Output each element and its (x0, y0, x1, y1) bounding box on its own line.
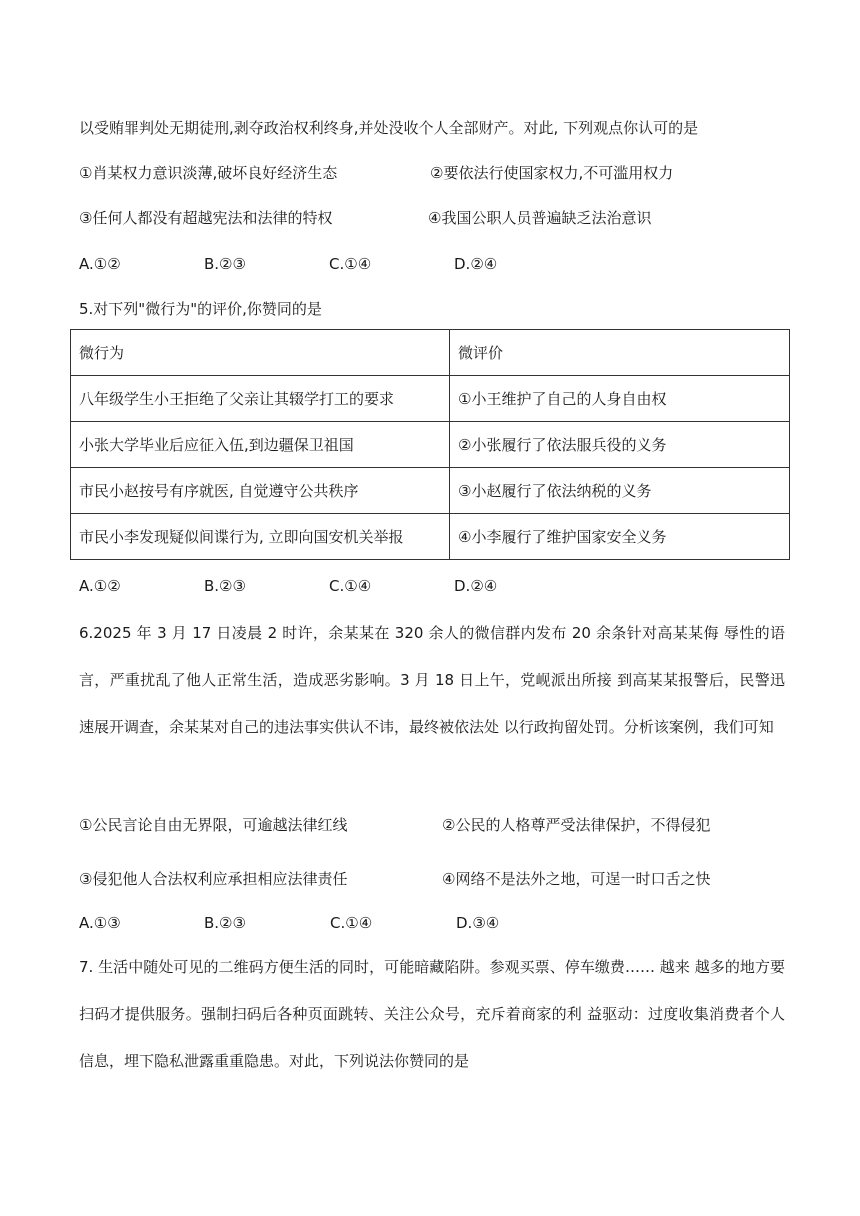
table-row (71, 422, 790, 468)
q5-choice-b[interactable]: B.②③ (204, 577, 246, 595)
table-header-row (71, 330, 790, 376)
q5-choice-a[interactable]: A.①② (79, 577, 121, 595)
q5-choice-c[interactable]: C.①④ (329, 577, 372, 595)
table-row (71, 514, 790, 560)
q6-item-4: ④网络不是法外之地，可逞一时口舌之快 (442, 870, 711, 888)
q7-stem: 7. 生活中随处可见的二维码方便生活的同时，可能暗藏陷阱。参观买票、停车缴费…… 越来 越多的地方要扫码才提供服务。强制扫码后各种页面跳转、关注公众号，充斥着商家的利 益驱动：过度收集消费者个人信息，埋下隐私泄露重重隐患。对此，下列说法你赞同的是 (79, 958, 785, 1070)
q4-stem: 以受贿罪判处无期徒刑,剥夺政治权利终身,并处没收个人全部财产。对此, 下列观点你认可的是 (79, 119, 699, 137)
table-row (71, 376, 790, 422)
q6-choice-d[interactable]: D.③④ (456, 914, 500, 932)
q4-choice-b[interactable]: B.②③ (204, 255, 246, 273)
q5-choice-d[interactable]: D.②④ (454, 577, 498, 595)
table-cell: 小张大学毕业后应征入伍,到边疆保卫祖国 (71, 422, 450, 468)
q6-choice-b[interactable]: B.②③ (204, 914, 246, 932)
q4-choice-c[interactable]: C.①④ (329, 255, 372, 273)
q4-item-2: ②要依法行使国家权力,不可滥用权力 (430, 164, 674, 182)
table-header-cell: 微行为 (71, 330, 450, 376)
table-cell: 八年级学生小王拒绝了父亲让其辍学打工的要求 (71, 376, 450, 422)
q6-item-3: ③侵犯他人合法权利应承担相应法律责任 (79, 870, 348, 888)
q6-choice-c[interactable]: C.①④ (330, 914, 373, 932)
q6-stem: 6.2025 年 3 月 17 日凌晨 2 时许，余某某在 320 余人的微信群内发布 20 余条针对高某某侮 辱性的语言，严重扰乱了他人正常生活，造成恶劣影响。3 月 18 日上午，党岘派出所接 到高某某报警后，民警迅速展开调查，余某某对自己的违法事实供认不讳，最终被依法处 以行政拘留处罚。分析该案例，我们可知 (79, 624, 785, 736)
q4-choice-a[interactable]: A.①② (79, 255, 121, 273)
q5-table (70, 329, 790, 560)
table-row (71, 468, 790, 514)
table-header-cell: 微评价 (450, 330, 790, 376)
q4-item-3: ③任何人都没有超越宪法和法律的特权 (79, 209, 333, 227)
table-cell: ④小李履行了维护国家安全义务 (450, 514, 790, 560)
q6-item-1: ①公民言论自由无界限，可逾越法律红线 (79, 816, 348, 834)
q6-item-2: ②公民的人格尊严受法律保护，不得侵犯 (442, 816, 711, 834)
q5-stem: 5.对下列"微行为"的评价,你赞同的是 (79, 300, 322, 318)
q4-choice-d[interactable]: D.②④ (454, 255, 498, 273)
table-cell: ①小王维护了自己的人身自由权 (450, 376, 790, 422)
table-cell: ③小赵履行了依法纳税的义务 (450, 468, 790, 514)
table-cell: 市民小李发现疑似间谍行为, 立即向国安机关举报 (71, 514, 450, 560)
q6-choice-a[interactable]: A.①③ (79, 914, 121, 932)
q4-item-1: ①肖某权力意识淡薄,破坏良好经济生态 (79, 164, 338, 182)
table-cell: 市民小赵按号有序就医, 自觉遵守公共秩序 (71, 468, 450, 514)
q4-item-4: ④我国公职人员普遍缺乏法治意识 (428, 209, 652, 227)
table-cell: ②小张履行了依法服兵役的义务 (450, 422, 790, 468)
